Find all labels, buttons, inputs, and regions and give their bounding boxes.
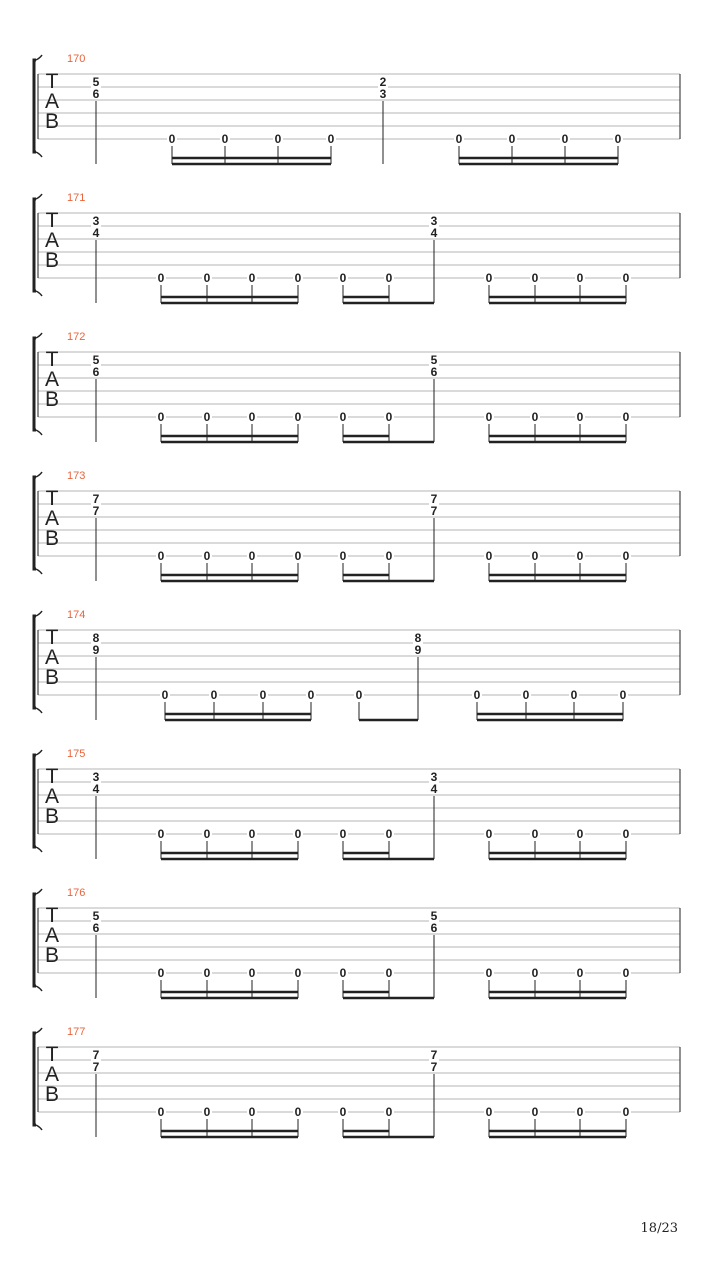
tab-clef-letter: T: [45, 1043, 59, 1066]
system-bracket: [34, 755, 36, 847]
fret-number: 4: [92, 782, 100, 796]
tab-clef-letter: B: [44, 1083, 60, 1106]
fret-number: 0: [485, 966, 493, 980]
system-bracket: [34, 616, 36, 708]
fret-number: 0: [294, 1105, 302, 1119]
fret-number: 0: [203, 827, 211, 841]
fret-number: 0: [339, 410, 347, 424]
fret-number: 0: [522, 688, 530, 702]
fret-number: 7: [92, 504, 100, 518]
fret-number: 0: [485, 549, 493, 563]
fret-number: 0: [622, 1105, 630, 1119]
fret-number: 0: [339, 827, 347, 841]
fret-number: 7: [92, 492, 100, 506]
fret-number: 7: [430, 492, 438, 506]
tab-clef-letter: T: [45, 209, 59, 232]
fret-number: 0: [385, 966, 393, 980]
fret-number: 5: [92, 353, 100, 367]
fret-number: 3: [379, 87, 387, 101]
system-bracket: [34, 477, 36, 569]
fret-number: 2: [379, 75, 387, 89]
fret-number: 0: [210, 688, 218, 702]
fret-number: 0: [385, 1105, 393, 1119]
fret-number: 0: [576, 827, 584, 841]
tab-clef-letter: B: [44, 249, 60, 272]
fret-number: 0: [157, 410, 165, 424]
tab-clef-letter: T: [45, 487, 59, 510]
fret-number: 0: [157, 966, 165, 980]
fret-number: 0: [531, 549, 539, 563]
fret-number: 0: [168, 132, 176, 146]
tab-clef-letter: A: [44, 90, 60, 113]
measure-number: 174: [67, 609, 86, 621]
fret-number: 7: [430, 504, 438, 518]
measure-number: 176: [67, 887, 86, 899]
fret-number: 7: [92, 1060, 100, 1074]
fret-number: 0: [203, 549, 211, 563]
fret-number: 0: [161, 688, 169, 702]
measure-number: 173: [67, 470, 86, 482]
fret-number: 0: [339, 271, 347, 285]
fret-number: 0: [248, 966, 256, 980]
fret-number: 0: [157, 549, 165, 563]
fret-number: 0: [531, 410, 539, 424]
fret-number: 0: [576, 549, 584, 563]
tab-clef-letter: A: [44, 924, 60, 947]
fret-number: 6: [92, 921, 100, 935]
measure-number: 172: [67, 331, 86, 343]
fret-number: 9: [92, 643, 100, 657]
fret-number: 0: [485, 410, 493, 424]
fret-number: 5: [430, 353, 438, 367]
fret-number: 0: [339, 549, 347, 563]
fret-number: 0: [485, 827, 493, 841]
tab-clef-letter: A: [44, 368, 60, 391]
fret-number: 0: [294, 410, 302, 424]
fret-number: 6: [92, 87, 100, 101]
measure-number: 170: [67, 53, 86, 65]
bracket-hook-top: [36, 889, 42, 894]
fret-number: 0: [248, 827, 256, 841]
fret-number: 5: [430, 909, 438, 923]
fret-number: 0: [327, 132, 335, 146]
fret-number: 8: [92, 631, 100, 645]
fret-number: 0: [157, 1105, 165, 1119]
fret-number: 0: [622, 966, 630, 980]
fret-number: 6: [430, 365, 438, 379]
fret-number: 0: [385, 827, 393, 841]
system-bracket: [34, 1033, 36, 1125]
fret-number: 4: [430, 782, 438, 796]
tab-clef-letter: B: [44, 666, 60, 689]
fret-number: 0: [274, 132, 282, 146]
measure-number: 175: [67, 748, 86, 760]
fret-number: 0: [339, 966, 347, 980]
fret-number: 0: [248, 1105, 256, 1119]
fret-number: 0: [531, 271, 539, 285]
fret-number: 0: [294, 549, 302, 563]
tab-clef-letter: A: [44, 507, 60, 530]
system-bracket: [34, 894, 36, 986]
tab-clef-letter: T: [45, 765, 59, 788]
tab-clef-letter: A: [44, 1063, 60, 1086]
bracket-hook-bottom: [36, 847, 42, 852]
tab-clef-letter: B: [44, 110, 60, 133]
tab-clef-letter: A: [44, 646, 60, 669]
tab-clef-letter: T: [45, 904, 59, 927]
fret-number: 3: [92, 214, 100, 228]
fret-number: 0: [508, 132, 516, 146]
tab-clef-letter: B: [44, 944, 60, 967]
fret-number: 0: [248, 549, 256, 563]
fret-number: 5: [92, 909, 100, 923]
bracket-hook-bottom: [36, 569, 42, 574]
fret-number: 0: [619, 688, 627, 702]
fret-number: 0: [614, 132, 622, 146]
tab-clef-letter: A: [44, 229, 60, 252]
bracket-hook-bottom: [36, 152, 42, 157]
fret-number: 0: [294, 827, 302, 841]
tab-clef-letter: T: [45, 70, 59, 93]
bracket-hook-bottom: [36, 430, 42, 435]
fret-number: 0: [307, 688, 315, 702]
tab-clef-letter: T: [45, 626, 59, 649]
fret-number: 0: [355, 688, 363, 702]
fret-number: 0: [576, 1105, 584, 1119]
fret-number: 3: [92, 770, 100, 784]
fret-number: 0: [485, 271, 493, 285]
fret-number: 0: [385, 549, 393, 563]
fret-number: 0: [622, 271, 630, 285]
fret-number: 0: [203, 966, 211, 980]
measure-number: 171: [67, 192, 86, 204]
fret-number: 0: [485, 1105, 493, 1119]
bracket-hook-top: [36, 194, 42, 199]
bracket-hook-top: [36, 750, 42, 755]
fret-number: 0: [622, 549, 630, 563]
fret-number: 0: [248, 410, 256, 424]
tab-clef-letter: B: [44, 527, 60, 550]
tab-clef-letter: B: [44, 388, 60, 411]
bracket-hook-top: [36, 1028, 42, 1033]
bracket-hook-top: [36, 611, 42, 616]
fret-number: 4: [92, 226, 100, 240]
page-number: 18/23: [640, 1221, 678, 1236]
bracket-hook-bottom: [36, 708, 42, 713]
tab-clef-letter: T: [45, 348, 59, 371]
fret-number: 5: [92, 75, 100, 89]
bracket-hook-top: [36, 333, 42, 338]
fret-number: 0: [622, 410, 630, 424]
fret-number: 0: [570, 688, 578, 702]
fret-number: 0: [259, 688, 267, 702]
tab-clef-letter: B: [44, 805, 60, 828]
fret-number: 0: [248, 271, 256, 285]
fret-number: 0: [294, 271, 302, 285]
fret-number: 0: [531, 966, 539, 980]
fret-number: 7: [430, 1060, 438, 1074]
fret-number: 0: [157, 271, 165, 285]
fret-number: 0: [561, 132, 569, 146]
fret-number: 0: [473, 688, 481, 702]
fret-number: 0: [339, 1105, 347, 1119]
fret-number: 0: [294, 966, 302, 980]
fret-number: 0: [576, 966, 584, 980]
system-bracket: [34, 199, 36, 291]
fret-number: 8: [414, 631, 422, 645]
measure-number: 177: [67, 1026, 86, 1038]
fret-number: 6: [92, 365, 100, 379]
fret-number: 0: [203, 271, 211, 285]
system-bracket: [34, 338, 36, 430]
fret-number: 3: [430, 214, 438, 228]
fret-number: 0: [531, 1105, 539, 1119]
fret-number: 0: [157, 827, 165, 841]
fret-number: 9: [414, 643, 422, 657]
fret-number: 0: [385, 410, 393, 424]
fret-number: 0: [455, 132, 463, 146]
fret-number: 6: [430, 921, 438, 935]
fret-number: 4: [430, 226, 438, 240]
bracket-hook-bottom: [36, 291, 42, 296]
bracket-hook-top: [36, 472, 42, 477]
bracket-hook-bottom: [36, 986, 42, 991]
fret-number: 7: [430, 1048, 438, 1062]
fret-number: 0: [385, 271, 393, 285]
fret-number: 0: [622, 827, 630, 841]
bracket-hook-top: [36, 55, 42, 60]
system-bracket: [34, 60, 36, 152]
fret-number: 0: [576, 410, 584, 424]
fret-number: 0: [203, 1105, 211, 1119]
fret-number: 0: [203, 410, 211, 424]
tab-clef-letter: A: [44, 785, 60, 808]
fret-number: 3: [430, 770, 438, 784]
fret-number: 0: [221, 132, 229, 146]
bracket-hook-bottom: [36, 1125, 42, 1130]
fret-number: 7: [92, 1048, 100, 1062]
fret-number: 0: [531, 827, 539, 841]
fret-number: 0: [576, 271, 584, 285]
